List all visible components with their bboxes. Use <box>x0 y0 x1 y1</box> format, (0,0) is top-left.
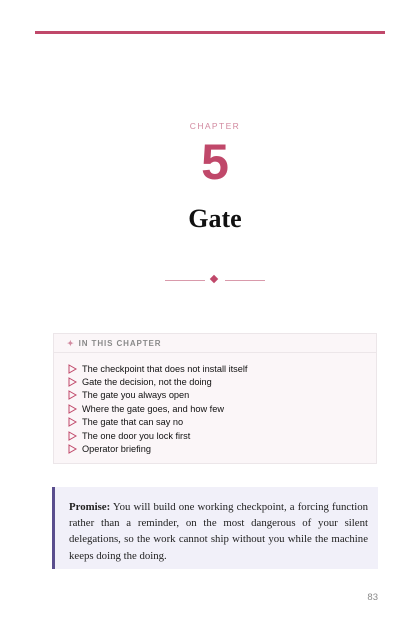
toc-heading <box>67 339 161 348</box>
toc-item[interactable] <box>68 362 247 375</box>
page-number: 83 <box>367 592 378 603</box>
promise-callout <box>52 487 378 569</box>
toc-item-label: The one door you lock first <box>82 430 191 441</box>
triangle-arrow-icon <box>68 390 77 400</box>
star-icon: ✦ <box>67 339 75 348</box>
top-rule <box>35 31 385 34</box>
triangle-arrow-icon <box>68 444 77 454</box>
chapter-number: 5 <box>201 134 229 190</box>
chapter-label: CHAPTER <box>189 121 241 131</box>
promise-label: Promise: <box>69 501 111 513</box>
triangle-arrow-icon <box>68 431 77 441</box>
toc-heading-text: IN THIS CHAPTER <box>78 339 162 348</box>
ornament-line-left <box>165 280 205 281</box>
triangle-arrow-icon <box>68 417 77 427</box>
triangle-arrow-icon <box>68 377 77 387</box>
toc-divider <box>54 352 376 353</box>
toc-item-label: The gate that can say no <box>82 417 184 428</box>
ornament-divider <box>165 274 265 286</box>
toc-item[interactable] <box>68 375 247 388</box>
triangle-arrow-icon <box>68 404 77 414</box>
chapter-title: Gate <box>188 204 242 233</box>
toc-item-label: Where the gate goes, and how few <box>82 403 224 414</box>
toc-item[interactable] <box>68 402 247 415</box>
toc-item[interactable] <box>68 442 247 455</box>
promise-text: You will build one working checkpoint, a forcing function rather than a reminder, on the most dangerous of your silent delegations, so the work cannot ship without you while the machine keeps doing the doing. <box>69 501 368 562</box>
toc-item[interactable] <box>68 416 247 429</box>
triangle-arrow-icon <box>68 364 77 374</box>
toc-item-label: Operator briefing <box>82 444 151 455</box>
toc-item-label: The checkpoint that does not install itself <box>82 363 248 374</box>
toc-item[interactable] <box>68 389 247 402</box>
ornament-line-right <box>225 280 265 281</box>
diamond-icon <box>210 275 218 283</box>
toc-list <box>68 362 247 456</box>
in-this-chapter-box <box>53 333 377 464</box>
toc-item-label: Gate the decision, not the doing <box>82 377 212 388</box>
toc-item[interactable] <box>68 429 247 442</box>
toc-item-label: The gate you always open <box>82 390 190 401</box>
